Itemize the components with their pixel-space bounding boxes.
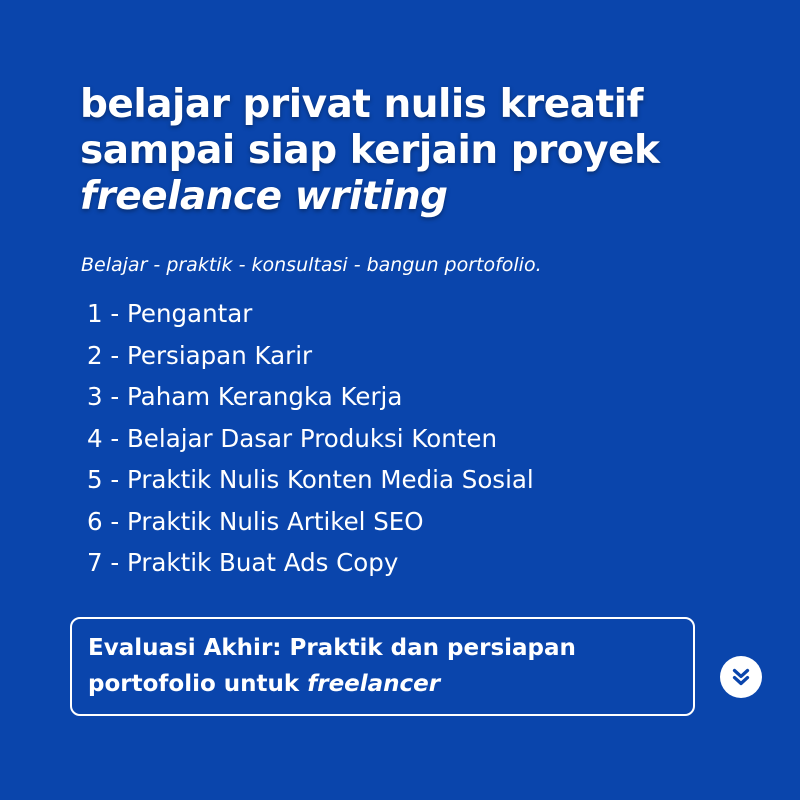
headline bbox=[80, 82, 760, 220]
final-evaluation-line-2-prefix: portofolio untuk bbox=[88, 671, 308, 697]
scroll-down-button[interactable] bbox=[720, 656, 762, 698]
curriculum-item: 6 - Praktik Nulis Artikel SEO bbox=[87, 506, 424, 536]
curriculum-list bbox=[87, 293, 534, 584]
curriculum-item: 7 - Praktik Buat Ads Copy bbox=[87, 548, 399, 577]
final-evaluation-line-1: Evaluasi Akhir: Praktik dan persiapan bbox=[88, 635, 576, 661]
final-evaluation-text bbox=[88, 630, 677, 702]
headline-line-2: sampai siap kerjain proyek bbox=[80, 128, 660, 173]
double-chevron-down-icon bbox=[728, 664, 754, 690]
headline-line-1: belajar privat nulis kreatif bbox=[80, 82, 644, 127]
subtitle: Belajar - praktik - konsultasi - bangun portofolio. bbox=[81, 254, 542, 276]
final-evaluation-box bbox=[70, 617, 695, 716]
final-evaluation-line-2-italic: freelancer bbox=[307, 671, 441, 697]
curriculum-item: 5 - Praktik Nulis Konten Media Sosial bbox=[87, 465, 534, 494]
curriculum-item: 4 - Belajar Dasar Produksi Konten bbox=[87, 423, 497, 453]
curriculum-item: 2 - Persiapan Karir bbox=[87, 340, 313, 370]
headline-line-3: freelance writing bbox=[80, 174, 448, 219]
curriculum-item: 1 - Pengantar bbox=[87, 299, 253, 328]
final-evaluation-line-2 bbox=[88, 666, 677, 702]
curriculum-item: 3 - Paham Kerangka Kerja bbox=[87, 382, 403, 411]
